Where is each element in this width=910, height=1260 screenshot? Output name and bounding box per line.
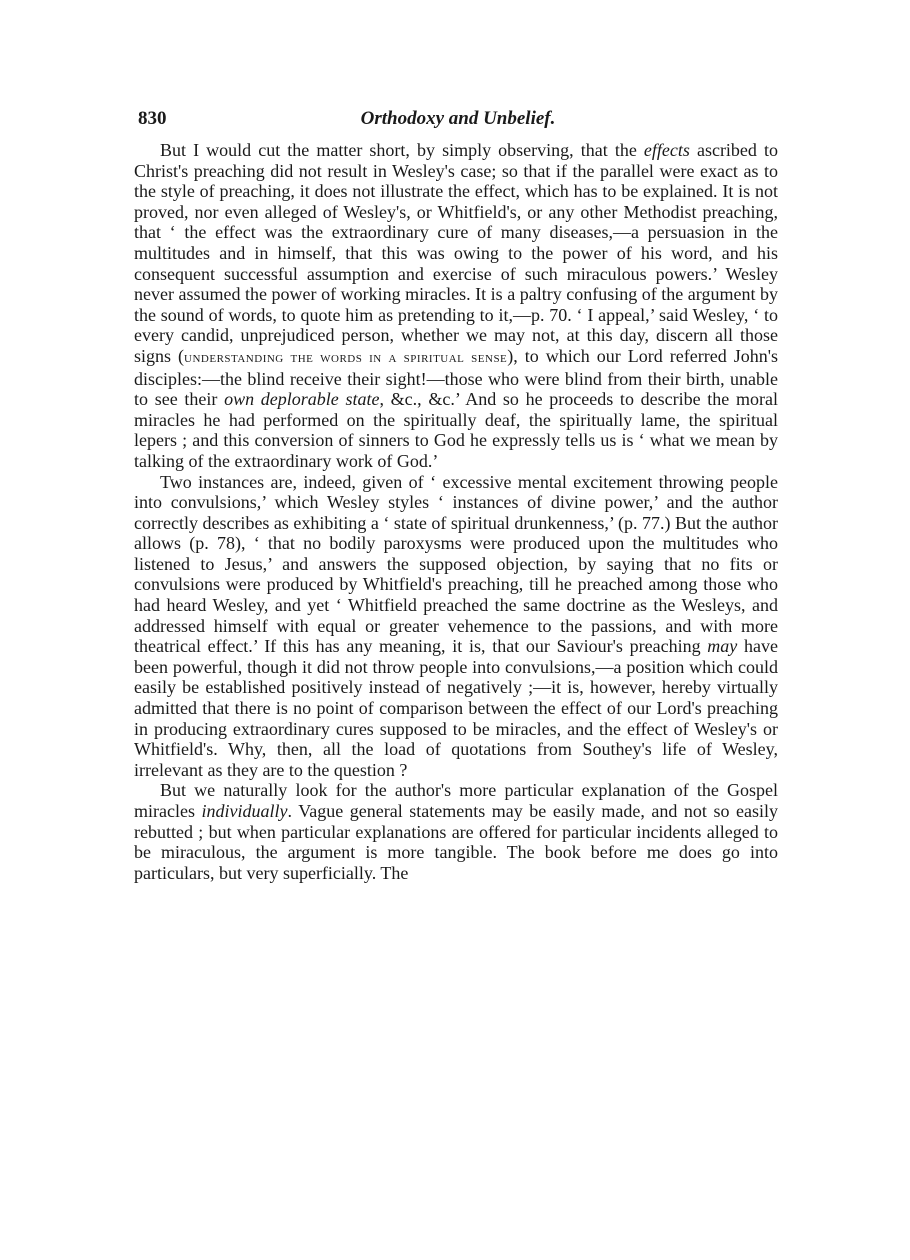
paragraph-1 [134,140,778,472]
text-run: But we naturally look for the author's more particular explanation of the Gospel miracles [134,780,778,821]
body-text [134,140,778,883]
text-run: . Vague general statements may be easily made, and not so easily rebutted ; but when particular explanations are offered for particular incidents alleged to be miraculous, the argument is more tangible. The book before me does go into particulars, but very superficially. The [134,801,778,883]
text-run: Two instances are, indeed, given of ‘ excessive mental excitement throwing people into convulsions,’ which Wesley styles ‘ instances of divine power,’ and the author correctly describes as exhibiting a ‘ state of spiritual drunkenness,’ (p. 77.) But the author allows (p. 78), ‘ that no bodily paroxysms were produced upon the multitudes who listened to Jesus,’ and answers the supposed objection, by saying that no fits or convulsions were produced by Whitfield's preaching, till he preached among those who had heard Wesley, and yet ‘ Whitfield preached the same doctrine as the Wesleys, and addressed himself with equal or greater vehemence to the passions, and with more theatrical effect.’ If this has any meaning, it is, that our Saviour's preaching [134,471,778,657]
running-title: Orthodoxy and Unbelief. [360,108,556,129]
page-number: 830 [138,108,167,129]
emphasis-effects: effects [643,140,690,160]
emphasis-may: may [707,636,738,657]
text-run: ), to which our Lord referred John's disciples:—the blind receive their sight!—those who were blind from their birth, unable to see their [134,345,778,410]
text-run: , &c., &c.’ And so he proceeds to describe the moral miracles he had performed on the spiritually deaf, the spiritually lame, the spiritual lepers ; and this conversion of sinners to God he expressly tells us is ‘ what we mean by talking of the extraordinary work of God.’ [134,389,778,471]
page-header [138,108,778,134]
paragraph-2 [134,472,778,781]
paragraph-3 [134,780,778,883]
emphasis-individually: individually [201,801,288,821]
emphasis-deplorable-state: own deplorable state [224,389,380,410]
text-run: But I would cut the matter short, by simply observing, that the [160,140,644,160]
small-caps-phrase: understanding the words in a spiritual sense [184,349,508,366]
text-run: ascribed to Christ's preaching did not result in Wesley's case; so that if the parallel were exact as to the style of preaching, it does not illustrate the effect, which has to be explained. It is not proved, nor even alleged of Wesley's, or Whitfield's, or any other Methodist preaching, that ‘ the effect was the extraordinary cure of many diseases,—a persuasion in the multitudes and in himself, that this was owing to the power of his word, and his consequent successful assumption and exercise of such miraculous powers.’ Wesley never assumed the power of working miracles. It is a paltry confusing of the argument by the sound of words, to quote him as pretending to it,—p. 70. ‘ I appeal,’ said Wesley, ‘ to every candid, unprejudiced person, whether we may not, at this day, discern all those signs ( [134,140,779,366]
text-run: have been powerful, though it did not throw people into convulsions,—a position which could easily be established positively instead of negatively ;—it is, however, hereby virtually admitted that there is no point of comparison between the effect of our Lord's preaching in producing extraordinary cures supposed to be miracles, and the effect of Wesley's or Whitfield's. Why, then, all the load of quotations from Southey's life of Wesley, irrelevant as they are to the question ? [134,636,778,780]
